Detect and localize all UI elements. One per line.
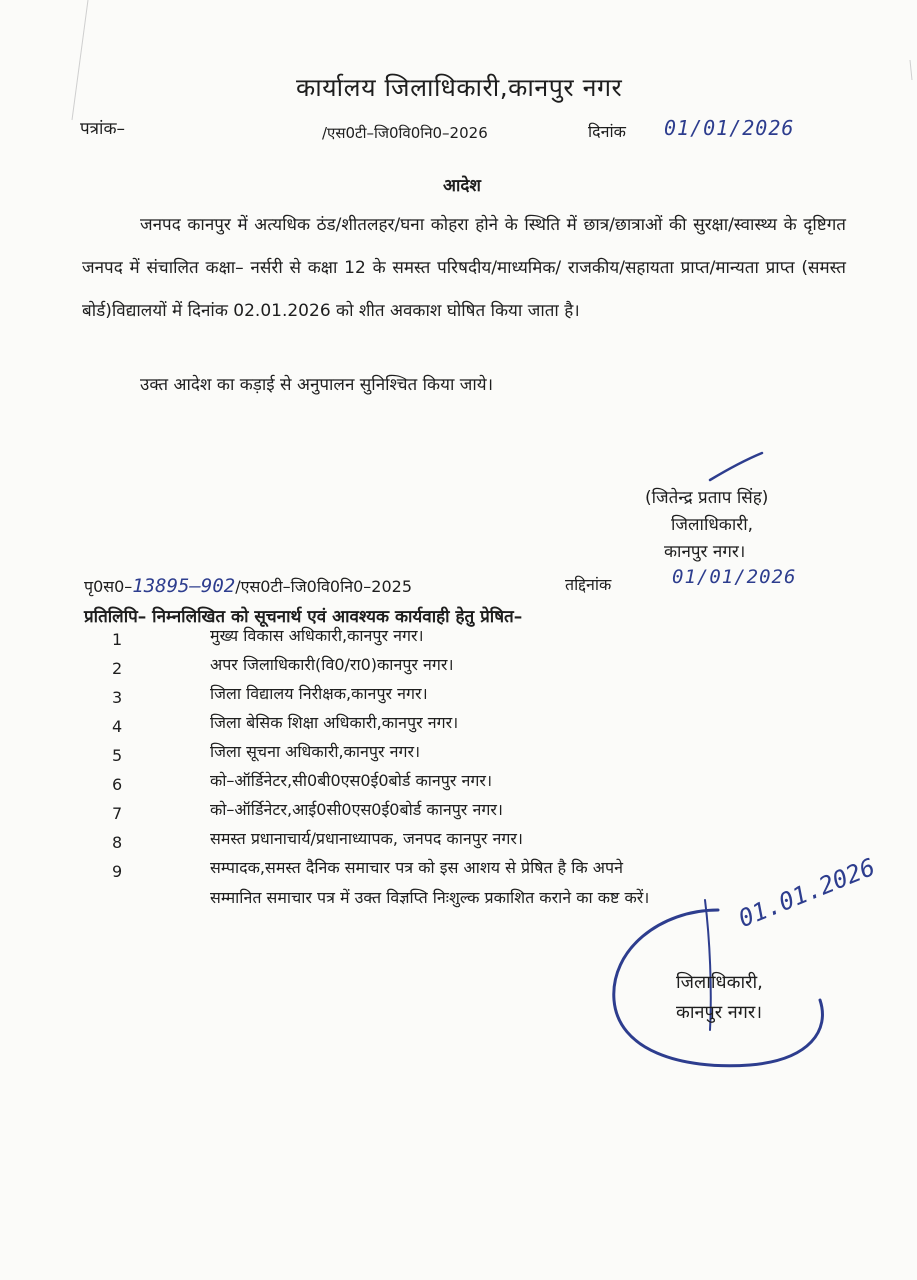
endorsement-prefix: पृ0स0– bbox=[84, 577, 133, 596]
order-paragraph bbox=[82, 204, 846, 333]
list-item bbox=[112, 653, 872, 682]
item-number: 7 bbox=[112, 804, 123, 823]
item-text: जिला बेसिक शिक्षा अधिकारी,कानपुर नगर। bbox=[210, 713, 459, 732]
second-handwritten-date: 01.01.2026 bbox=[734, 852, 879, 933]
item-number: 5 bbox=[112, 746, 123, 765]
item-text: को–ऑर्डिनेटर,आई0सी0एस0ई0बोर्ड कानपुर नगर। bbox=[210, 800, 503, 819]
list-item bbox=[112, 769, 872, 798]
item-text: जिला विद्यालय निरीक्षक,कानपुर नगर। bbox=[210, 684, 428, 703]
item-number: 9 bbox=[112, 862, 123, 881]
signatory-designation: जिलाधिकारी, bbox=[671, 515, 754, 535]
list-item bbox=[112, 740, 872, 769]
second-signature-block bbox=[676, 968, 763, 1028]
reference-number: /एस0टी–जि0वि0नि0–2026 bbox=[322, 124, 488, 142]
reference-label: पत्रांक– bbox=[80, 119, 125, 139]
order-paragraph-text: जनपद कानपुर में अत्यधिक ठंड/शीतलहर/घना कोहरा होने के स्थिति में छात्र/छात्राओं की सुरक्षा/स्वास्थ्य के दृष्टिगत जनपद में संचालित कक्षा– नर्सरी से कक्षा 12 के समस्त परिषदीय/माध्यमिक/ राजकीय/सहायता प्राप्त/मान्यता प्राप्त (समस्त बोर्ड)विद्यालयों में दिनांक 02.01.2026 को शीत अवकाश घोषित किया जाता है। bbox=[82, 215, 846, 321]
second-signatory-location: कानपुर नगर। bbox=[676, 1002, 763, 1023]
item-text: जिला सूचना अधिकारी,कानपुर नगर। bbox=[210, 742, 421, 761]
item-number: 6 bbox=[112, 775, 123, 794]
item-text: सम्पादक,समस्त दैनिक समाचार पत्र को इस आशय से प्रेषित है कि अपने bbox=[210, 858, 623, 877]
item-text: अपर जिलाधिकारी(वि0/रा0)कानपुर नगर। bbox=[210, 655, 454, 674]
signature-mark bbox=[700, 448, 770, 488]
copy-to-line: प्रतिलिपि– निम्नलिखित को सूचनार्थ एवं आवश्यक कार्यवाही हेतु प्रेषित– bbox=[84, 607, 523, 627]
list-item bbox=[112, 798, 872, 827]
item-text: मुख्य विकास अधिकारी,कानपुर नगर। bbox=[210, 626, 424, 645]
item-number: 3 bbox=[112, 688, 123, 707]
handwritten-date: 01/01/2026 bbox=[664, 116, 795, 140]
order-title: आदेश bbox=[443, 176, 481, 196]
endorsement-reference bbox=[84, 575, 412, 597]
compliance-line: उक्त आदेश का कड़ाई से अनुपालन सुनिश्चित किया जाये। bbox=[140, 375, 494, 395]
item-number: 4 bbox=[112, 717, 123, 736]
endorsement-handwritten-date: 01/01/2026 bbox=[672, 566, 797, 588]
list-item bbox=[112, 682, 872, 711]
item-text-continued: सम्मानित समाचार पत्र में उक्त विज्ञप्ति निःशुल्क प्रकाशित कराने का कष्ट करें। bbox=[210, 888, 650, 907]
second-signatory-designation: जिलाधिकारी, bbox=[676, 972, 763, 993]
list-item bbox=[112, 624, 872, 653]
endorsement-suffix: /एस0टी–जि0वि0नि0–2025 bbox=[235, 577, 412, 596]
endorsement-date-label: तद्दिनांक bbox=[565, 575, 612, 594]
item-number: 1 bbox=[112, 630, 123, 649]
signature-block bbox=[645, 485, 768, 566]
office-title: कार्यालय जिलाधिकारी,कानपुर नगर bbox=[296, 73, 623, 102]
item-text: समस्त प्रधानाचार्य/प्रधानाध्यापक, जनपद कानपुर नगर। bbox=[210, 829, 523, 848]
item-number: 8 bbox=[112, 833, 123, 852]
item-text: को–ऑर्डिनेटर,सी0बी0एस0ई0बोर्ड कानपुर नगर। bbox=[210, 771, 493, 790]
date-label: दिनांक bbox=[588, 122, 626, 141]
endorsement-handwritten-number: 13895–902 bbox=[132, 575, 236, 597]
item-number: 2 bbox=[112, 659, 123, 678]
signatory-name: (जितेन्द्र प्रताप सिंह) bbox=[645, 488, 769, 508]
signatory-location: कानपुर नगर। bbox=[664, 542, 746, 562]
list-item bbox=[112, 827, 872, 856]
list-item bbox=[112, 711, 872, 740]
